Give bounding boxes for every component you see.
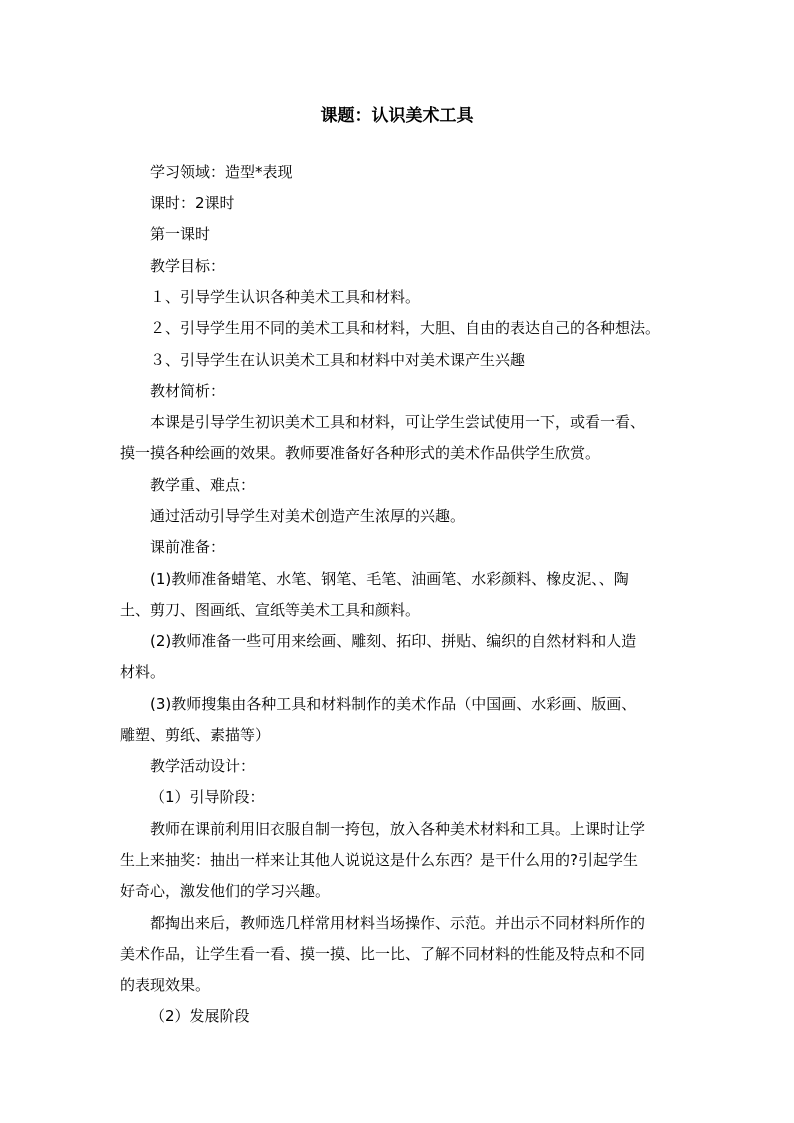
text-line: 第一课时	[150, 225, 211, 243]
text-line: 土、剪刀、图画纸、宣纸等美术工具和颜料。	[120, 601, 421, 619]
text-line: ３、引导学生在认识美术工具和材料中对美术课产生兴趣	[150, 351, 526, 369]
text-line: 课前准备：	[150, 538, 226, 556]
text-line: (3)教师搜集由各种工具和材料制作的美术作品（中国画、水彩画、版画、	[150, 695, 637, 713]
text-line: 好奇心，激发他们的学习兴趣。	[120, 882, 331, 900]
text-line: 美术作品，让学生看一看、摸一摸、比一比、了解不同材料的性能及特点和不同	[120, 945, 646, 963]
text-line: 学习领域：造型*表现	[150, 163, 293, 181]
text-line: 教材简析：	[150, 382, 226, 400]
text-line: ２、引导学生用不同的美术工具和材料，大胆、自由的表达自己的各种想法。	[150, 319, 661, 337]
page-title: 课题：认识美术工具	[320, 106, 474, 126]
text-line: 摸一摸各种绘画的效果。教师要准备好各种形式的美术作品供学生欣赏。	[120, 444, 601, 462]
text-line: 的表现效果。	[120, 976, 211, 994]
text-line: １、引导学生认识各种美术工具和材料。	[150, 288, 421, 306]
text-line: 教学重、难点：	[150, 476, 256, 494]
text-line: 教学活动设计：	[150, 757, 256, 775]
text-line: （1）引导阶段：	[150, 788, 265, 806]
text-line: （2）发展阶段	[150, 1007, 250, 1025]
text-line: 生上来抽奖：抽出一样来让其他人说说这是什么东西？是干什么用的?引起学生	[120, 851, 638, 869]
text-line: 通过活动引导学生对美术创造产生浓厚的兴趣。	[150, 507, 466, 525]
text-line: 都掏出来后，教师选几样常用材料当场操作、示范。并出示不同材料所作的	[150, 914, 646, 932]
text-line: (1)教师准备蜡笔、水笔、钢笔、毛笔、油画笔、水彩颜料、橡皮泥、、陶	[150, 570, 629, 588]
text-line: (2)教师准备一些可用来绘画、雕刻、拓印、拼贴、编织的自然材料和人造	[150, 632, 637, 650]
text-line: 教师在课前利用旧衣服自制一挎包，放入各种美术材料和工具。上课时让学	[150, 820, 646, 838]
text-line: 材料。	[120, 663, 166, 681]
text-line: 本课是引导学生初识美术工具和材料，可让学生尝试使用一下，或看一看、	[150, 413, 646, 431]
text-line: 教学目标：	[150, 257, 226, 275]
text-line: 雕塑、剪纸、素描等）	[120, 726, 271, 744]
text-line: 课时：2课时	[150, 194, 235, 212]
